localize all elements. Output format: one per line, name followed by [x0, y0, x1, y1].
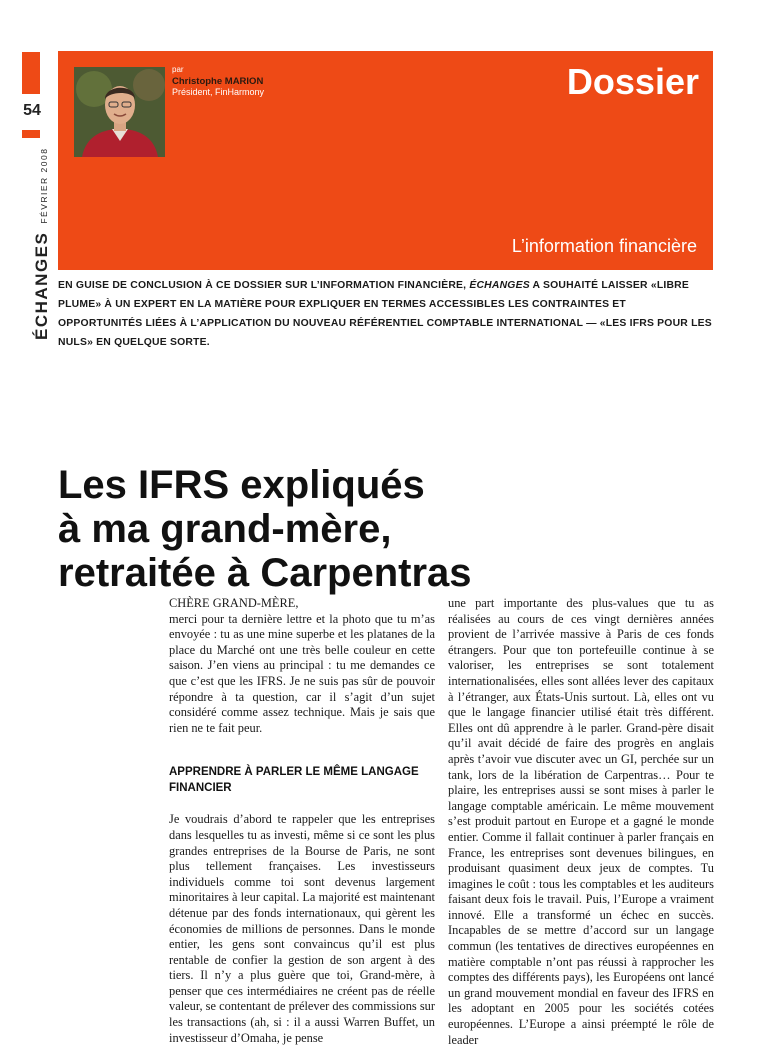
title-line: à ma grand-mère,	[58, 506, 392, 551]
magazine-name: ÉCHANGES	[32, 231, 51, 340]
author-byline	[172, 65, 264, 97]
title-line: Les IFRS expliqués	[58, 462, 425, 507]
author-role: Président, FinHarmony	[172, 87, 265, 97]
subheading: APPRENDRE À PARLER LE MÊME LANGAGE FINANCIER	[169, 766, 419, 795]
page-number: 54	[23, 102, 41, 119]
author-photo	[74, 67, 165, 157]
intro-paragraph	[58, 276, 713, 352]
intro-magazine-name: ÉCHANGES	[469, 280, 530, 291]
intro-text-2: A SOUHAITÉ LAISSER «LIBRE PLUME» À UN EXPERT EN LA MATIÈRE POUR EXPLIQUER EN TERMES ACCESSIBLES LES CONTRAINTES ET OPPORTUNITÉS LIÉES À L’APPLICATION DU NOUVEAU RÉFÉRENTIEL COMPTABLE INTERNATIONAL — «LES IFRS POUR LES NULS» EN QUELQUE SORTE.	[58, 280, 712, 348]
body-paragraph: Je voudrais d’abord te rappeler que les entreprises dans lesquelles tu as investi, même si ce sont les plus grandes entreprises de la Bourse de Paris, ne sont plus tellement françaises. Les investisseurs individuels comme toi sont devenus largement minoritaires à leur capital. La majorité est maintenant détenue par des fonds internationaux, qui gèrent les économies de millions de personnes. Dans le monde entier, les gens sont convaincus qu’il est plus rentable de confier la gestion de son argent à des tiers. Il n’y a plus guère que toi, Grand-mère, à penser que ces intermédiaires ne créent pas de réelle valeur, se contentant de prélever des commissions sur les transactions (ah, si : il a aussi Warren Buffet, un investisseur d’Omaha, je pense	[169, 812, 435, 1045]
author-name: Christophe MARION	[172, 76, 264, 87]
title-line: retraitée à Carpentras	[58, 550, 472, 595]
intro-text-1: EN GUISE DE CONCLUSION À CE DOSSIER SUR L’INFORMATION FINANCIÈRE,	[58, 280, 470, 291]
body-paragraph: une part importante des plus-values que tu as réalisées au cours de ces vingt dernières années provient de l’arrivée massive à Paris de ces fonds étrangers. Pour que ton portefeuille continue à se valoriser, les entreprises se sont totalement internationalisées, elles sont allées lever des capitaux à l’étranger, aux États-Unis surtout. Là, elles ont vu que le langage financier utilisé était très différent. Elles ont dû apprendre à le parler. Grand-père disait qu’il avait décidé de faire des progrès en anglais après t’avoir vue discuter avec un GI, perchée sur un tank, lors de la libération de Carpentras… Pour te plaire, les entreprises aussi se sont mises à parler le langage comptable américain. Le même mouvement s’est produit partout en Europe et a gagné le monde entier. Comme il fallait continuer à parler français en France, les entreprises sont devenues bilingues, en produisant quasiment deux jeux de comptes. Tu imagines le coût : tous les comptables et les auditeurs faisant deux fois le travail. Puis, l’Europe a vraiment innové. Elle a transformé un échec en succès. Incapables de se mettre d’accord sur un langage commun (les tentatives de directives européennes en matière comptable n’ont pas réussi à rapprocher les comptes des différents pays), les Européens ont lancé un grand mouvement mondial en faveur des IFRS en les adoptant en 2005 pour les sociétés cotées européennes. L’Europe a ainsi préempté le rôle de leader	[448, 596, 714, 1047]
article-title	[58, 463, 698, 595]
sidebar-accent-bar-top	[22, 52, 40, 94]
dossier-banner	[58, 51, 713, 270]
body-paragraph: merci pour ta dernière lettre et la photo que tu m’as envoyée : tu as une mine superbe et les platanes de la place du Marché ont une très belle couleur en cette saison. J’en viens au principal : tu me demandes ce que c’est que les IFRS. Je ne suis pas sûr de pouvoir répondre à ta question, car il s’agit d’un sujet considéré comme assez technique. Mais je sais que rien ne te fait peur.	[169, 611, 435, 735]
salutation: CHÈRE GRAND-MÈRE,	[169, 596, 299, 610]
byline-prefix: par	[172, 65, 184, 74]
rubric-title: Dossier	[566, 61, 699, 102]
article-column-right	[448, 596, 714, 1048]
section-title: L’information financière	[511, 236, 697, 256]
sidebar-magazine-label	[32, 148, 52, 340]
issue-date: FÉVRIER 2008	[39, 147, 49, 224]
sidebar-accent-bar	[22, 130, 40, 138]
article-column-left	[169, 596, 435, 1046]
